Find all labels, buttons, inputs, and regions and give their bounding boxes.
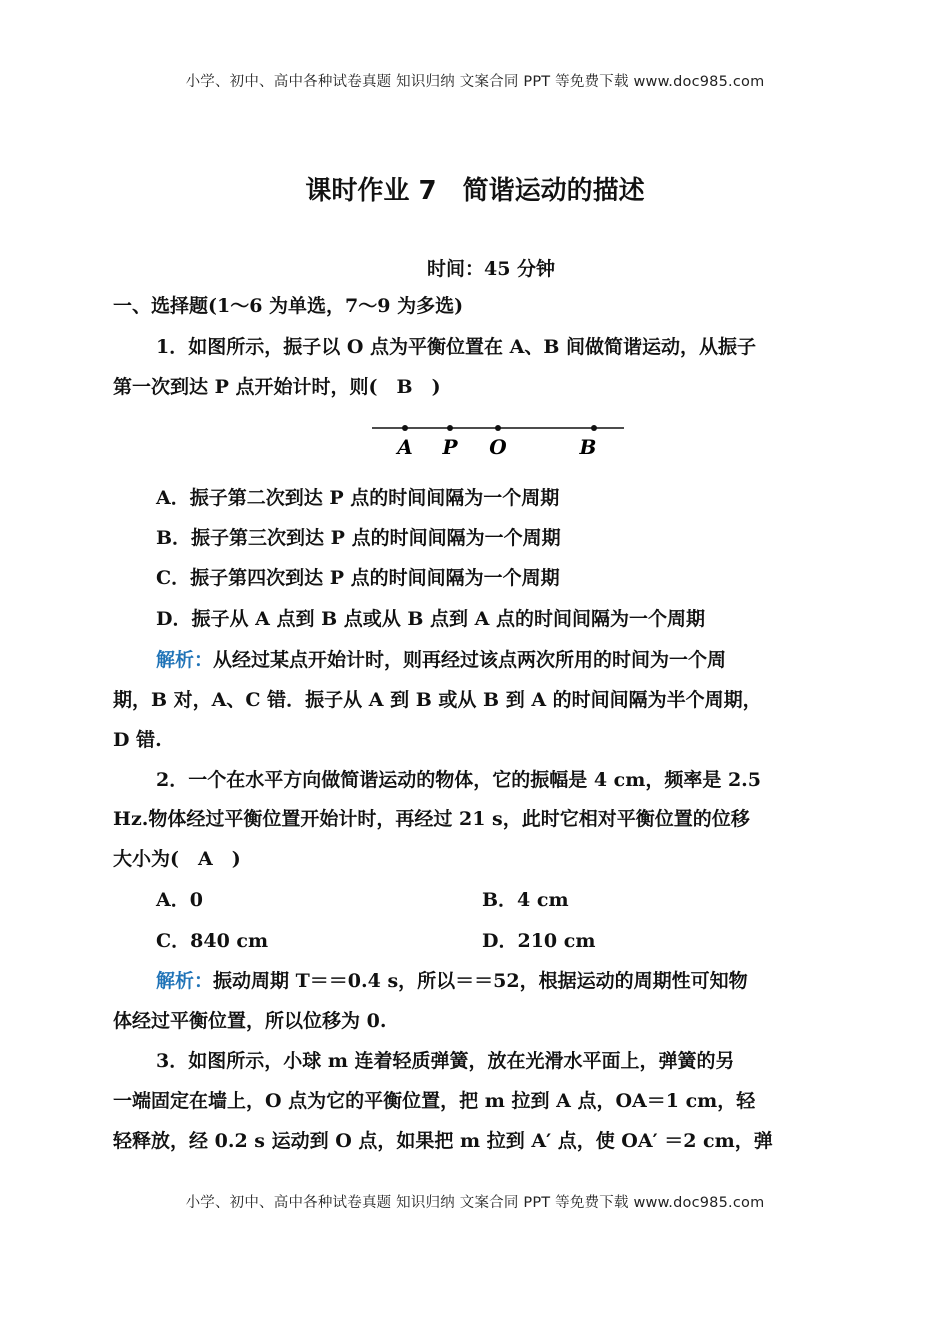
q2-analysis-label: 解析：: [156, 970, 214, 992]
q1-option-b: B．振子第三次到达 P 点的时间间隔为一个周期: [156, 527, 561, 549]
q2-option-c: C．840 cm: [156, 930, 269, 952]
section-heading: 一、选择题(1～6 为单选，7～9 为多选): [113, 295, 464, 317]
q1-line1: 1．如图所示，振子以 O 点为平衡位置在 A、B 间做简谐运动，从振子: [156, 336, 757, 358]
label-b: B: [579, 435, 597, 459]
q1-analysis-line3: D 错.: [113, 729, 162, 751]
q1-analysis-line2: 期，B 对，A、C 错．振子从 A 到 B 或从 B 到 A 的时间间隔为半个周期，: [113, 689, 762, 711]
page-header: 小学、初中、高中各种试卷真题 知识归纳 文案合同 PPT 等免费下载 www.doc985.com: [185, 74, 765, 90]
q1-analysis-label: 解析：: [156, 649, 214, 671]
label-o: O: [489, 435, 507, 459]
q1-analysis-line1: [113, 647, 843, 673]
q1-option-d: D．振子从 A 点到 B 点或从 B 点到 A 点的时间间隔为一个周期: [156, 608, 705, 630]
page-footer: 小学、初中、高中各种试卷真题 知识归纳 文案合同 PPT 等免费下载 www.doc985.com: [185, 1195, 765, 1211]
q2-option-b: B．4 cm: [482, 889, 569, 911]
point-o-dot: [495, 425, 501, 431]
q1-option-a: A．振子第二次到达 P 点的时间间隔为一个周期: [156, 487, 560, 509]
q2-analysis-text1: 振动周期 T＝＝0.4 s，所以＝＝52，根据运动的周期性可知物: [213, 970, 748, 992]
q2-line1: 2．一个在水平方向做简谐运动的物体，它的振幅是 4 cm，频率是 2.5: [156, 769, 762, 791]
q2-line3: 大小为( A ): [113, 848, 241, 870]
q1-analysis-text1: 从经过某点开始计时，则再经过该点两次所用的时间为一个周: [213, 649, 727, 671]
time-limit: 时间：45 分钟: [427, 258, 556, 280]
q2-options-row2: [113, 928, 843, 954]
label-a: A: [397, 435, 413, 459]
q1-diagram: [372, 420, 628, 462]
q3-line1: 3．如图所示，小球 m 连着轻质弹簧，放在光滑水平面上，弹簧的另: [156, 1050, 735, 1072]
q2-option-d: D．210 cm: [482, 930, 596, 952]
q3-line3: 轻释放，经 0.2 s 运动到 O 点，如果把 m 拉到 A′ 点，使 OA′ ＝2 cm，弹: [113, 1130, 773, 1152]
label-p: P: [442, 435, 458, 459]
q2-analysis-line2: 体经过平衡位置，所以位移为 0.: [113, 1010, 387, 1032]
page-title: 课时作业 7 简谐运动的描述: [305, 176, 645, 206]
q1-option-c: C．振子第四次到达 P 点的时间间隔为一个周期: [156, 567, 560, 589]
q1-line2: 第一次到达 P 点开始计时，则( B ): [113, 376, 441, 398]
point-p-dot: [447, 425, 453, 431]
q2-option-a: A．0: [156, 889, 203, 911]
point-a-dot: [402, 425, 408, 431]
q2-line2: Hz.物体经过平衡位置开始计时，再经过 21 s，此时它相对平衡位置的位移: [113, 808, 750, 830]
q3-line2: 一端固定在墙上，O 点为它的平衡位置，把 m 拉到 A 点，OA＝1 cm，轻: [113, 1090, 756, 1112]
q2-analysis-line1: [113, 968, 843, 994]
q2-options-row1: [113, 887, 843, 913]
point-b-dot: [591, 425, 597, 431]
